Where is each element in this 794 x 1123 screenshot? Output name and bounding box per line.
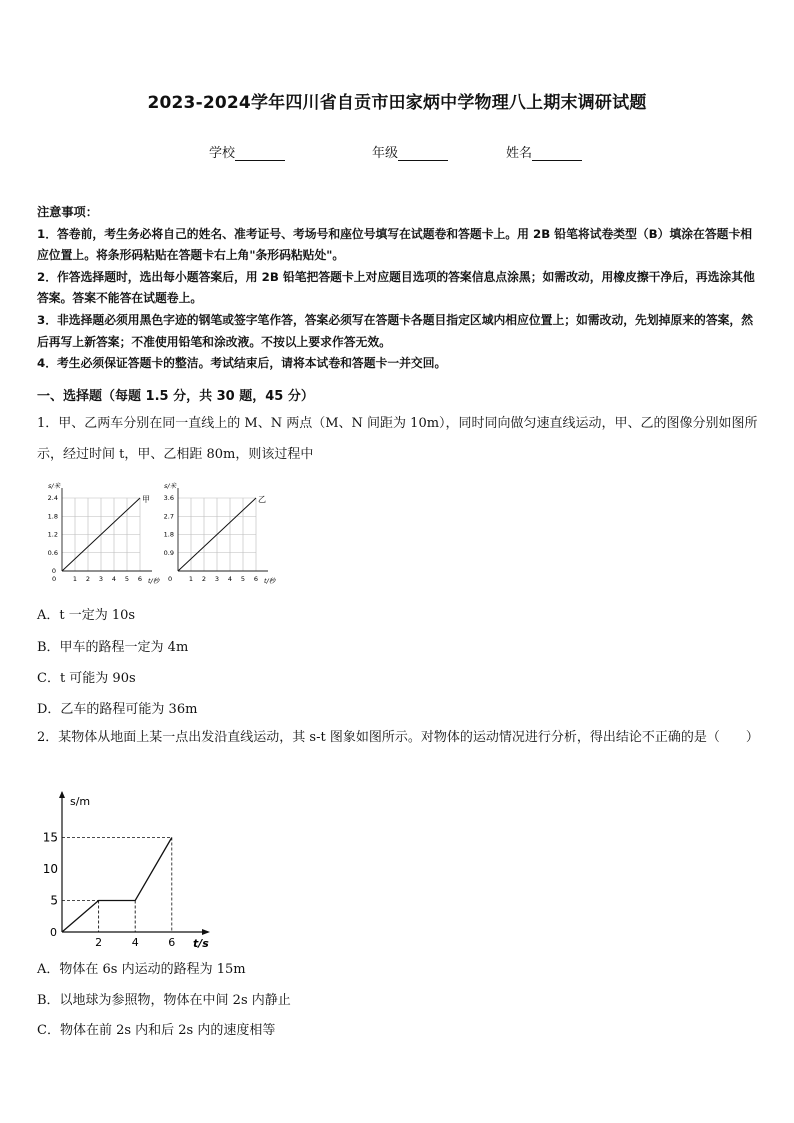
x-tick-label: 4 bbox=[131, 936, 139, 949]
y-tick-label: 0.6 bbox=[47, 548, 58, 557]
x-tick-label: 5 bbox=[124, 575, 130, 583]
y-tick-label: 0 bbox=[51, 567, 56, 575]
x-axis-arrow bbox=[202, 929, 210, 935]
x-tick-label: 3 bbox=[98, 575, 104, 583]
x-tick-label: 0 bbox=[167, 575, 173, 583]
y-axis-arrow bbox=[59, 791, 65, 798]
q2-option-b: B．以地球为参照物，物体在中间 2s 内静止 bbox=[37, 993, 291, 1008]
y-tick-label: 5 bbox=[50, 893, 58, 908]
chart-jia bbox=[48, 482, 161, 585]
y-tick-label: 0.9 bbox=[163, 548, 174, 557]
question-2-text: 2．某物体从地面上某一点出发沿直线运动，其 s-t 图象如图所示。对物体的运动情况进行分析，得出结论不正确的是（ ） bbox=[37, 730, 759, 745]
note-item: 1．答卷前，考生务必将自己的姓名、准考证号、考场号和座位号填写在试题卷和答题卡上。用 2B 铅笔将试卷类型（B）填涂在答题卡相应位置上。将条形码粘贴在答题卡右上角"条形码粘贴处"。 bbox=[37, 226, 753, 263]
y-axis-label: s/米 bbox=[164, 482, 177, 490]
note-item: 4．考生必须保证答题卡的整洁。考试结束后，请将本试卷和答题卡一并交回。 bbox=[37, 356, 447, 371]
school-field: 学校 bbox=[209, 142, 285, 161]
y-axis-label: s/米 bbox=[48, 482, 61, 490]
chart-st bbox=[43, 791, 210, 950]
y-tick-label: 2.7 bbox=[163, 512, 174, 521]
x-tick-label: 1 bbox=[188, 575, 194, 583]
x-tick-label: 0 bbox=[51, 575, 57, 583]
chart-yi bbox=[164, 482, 277, 585]
x-axis-label: t/秒 bbox=[264, 577, 276, 585]
name-field: 姓名 bbox=[506, 142, 582, 161]
q2-option-c: C．物体在前 2s 内和后 2s 内的速度相等 bbox=[37, 1023, 276, 1038]
chart-title: 乙 bbox=[258, 495, 266, 504]
exam-notes bbox=[37, 202, 759, 375]
x-tick-label: 6 bbox=[137, 575, 143, 583]
x-tick-label: 1 bbox=[72, 575, 78, 583]
q1-charts bbox=[40, 478, 280, 593]
x-tick-label: 4 bbox=[111, 575, 117, 583]
chart-title: 甲 bbox=[142, 495, 150, 504]
y-tick-label: 1.8 bbox=[47, 512, 58, 521]
x-tick-label: 6 bbox=[168, 936, 176, 949]
x-axis-label: t/秒 bbox=[148, 577, 160, 585]
section-heading: 一、选择题（每题 1.5 分，共 30 题，45 分） bbox=[37, 389, 314, 404]
x-tick-label: 2 bbox=[85, 575, 91, 583]
x-tick-label: 4 bbox=[227, 575, 233, 583]
y-tick-label: 1.8 bbox=[163, 530, 174, 539]
q1-option-d: D．乙车的路程可能为 36m bbox=[37, 702, 198, 717]
grade-field: 年级 bbox=[372, 142, 448, 161]
x-tick-label: 5 bbox=[240, 575, 246, 583]
origin-label: 0 bbox=[50, 926, 57, 939]
y-tick-label: 1.2 bbox=[47, 530, 58, 539]
x-tick-label: 2 bbox=[95, 936, 103, 949]
y-tick-label: 10 bbox=[42, 862, 58, 876]
y-tick-label: 2.4 bbox=[47, 494, 58, 502]
notes-heading: 注意事项： bbox=[37, 205, 98, 219]
page-title: 2023-2024学年四川省自贡市田家炳中学物理八上期末调研试题 bbox=[147, 93, 647, 113]
question-1-text: 1．甲、乙两车分别在同一直线上的 M、N 两点（M、N 间距为 10m），同时同向做匀速直线运动，甲、乙的图像分别如图所示，经过时间 t，甲、乙相距 80m，则该过程中 bbox=[37, 416, 758, 462]
q2-chart bbox=[40, 790, 230, 950]
y-axis-label: s/m bbox=[70, 795, 91, 808]
q2-option-a: A．物体在 6s 内运动的路程为 15m bbox=[37, 962, 246, 977]
note-item: 2．作答选择题时，选出每小题答案后，用 2B 铅笔把答题卡上对应题目选项的答案信息点涂黑；如需改动，用橡皮擦干净后，再选涂其他答案。答案不能答在试题卷上。 bbox=[37, 269, 755, 306]
q1-option-c: C．t 可能为 90s bbox=[37, 671, 136, 686]
x-tick-label: 3 bbox=[214, 575, 220, 583]
q1-option-a: A．t 一定为 10s bbox=[37, 608, 136, 623]
y-tick-label: 3.6 bbox=[163, 494, 174, 502]
x-tick-label: 6 bbox=[253, 575, 259, 583]
y-tick-label: 15 bbox=[42, 830, 58, 845]
q1-option-b: B．甲车的路程一定为 4m bbox=[37, 640, 189, 655]
note-item: 3．非选择题必须用黑色字迹的钢笔或签字笔作答，答案必须写在答题卡各题目指定区域内相应位置上；如需改动，先划掉原来的答案，然后再写上新答案；不准使用铅笔和涂改液。不按以上要求作答无效。 bbox=[37, 312, 754, 349]
series-line bbox=[62, 838, 172, 933]
x-axis-label: t/s bbox=[193, 937, 209, 950]
x-tick-label: 2 bbox=[201, 575, 207, 583]
